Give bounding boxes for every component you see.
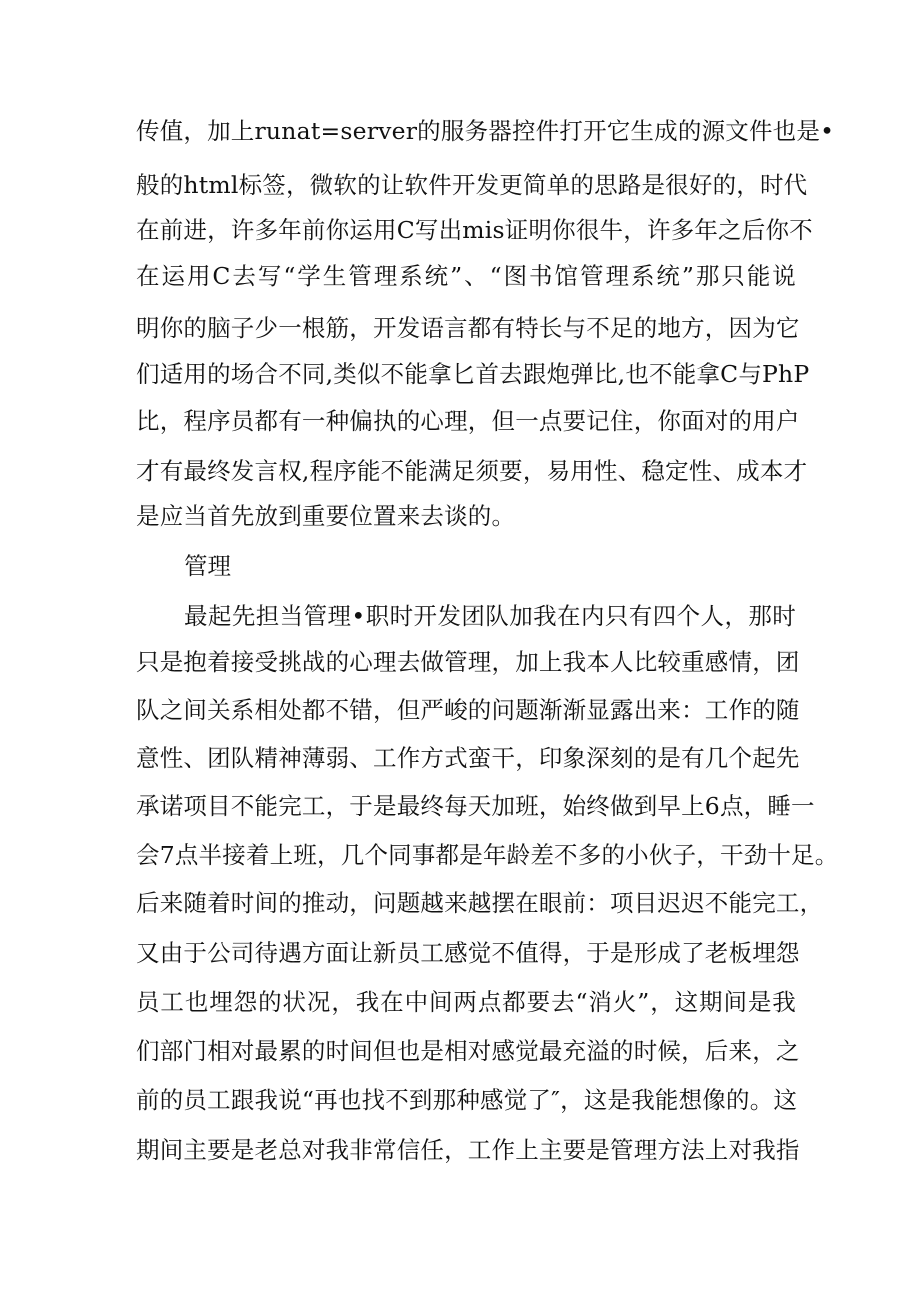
section-heading: 管理 (184, 552, 231, 580)
paragraph-2-line-5: 承诺项目不能完工，于是最终每天加班，始终做到早上6点，睡一 (136, 792, 815, 820)
paragraph-1-line-1: 传值，加上runat=server的服务器控件打开它生成的源文件也是• (136, 117, 835, 145)
paragraph-1-line-5: 明你的脑子少一根筋，开发语言都有特长与不足的地方，因为它 (136, 314, 800, 342)
paragraph-2-line-4: 意性、团队精神薄弱、工作方式蛮干，印象深刻的是有几个起先 (136, 744, 800, 772)
paragraph-2-line-9: 员工也埋怨的状况，我在中间两点都要去“消火”，这期间是我 (136, 988, 796, 1016)
paragraph-2-line-10: 们部门相对最累的时间但也是相对感觉最充溢的时候，后来，之 (136, 1037, 800, 1065)
paragraph-1-line-9: 是应当首先放到重要位置来去谈的。 (136, 502, 516, 530)
paragraph-2-line-3: 队之间关系相处都不错，但严峻的问题渐渐显露出来：工作的随 (136, 696, 800, 724)
paragraph-2-line-2: 只是抱着接受挑战的心理去做管理，加上我本人比较重感情，团 (136, 648, 800, 676)
paragraph-1-line-2: 般的html标签，微软的让软件开发更简单的思路是很好的，时代 (136, 171, 808, 199)
paragraph-1-line-3: 在前进，许多年前你运用C写出mis证明你很牛，许多年之后你不 (136, 216, 813, 244)
paragraph-1-line-7: 比，程序员都有一种偏执的心理，但一点要记住，你面对的用户 (136, 407, 800, 435)
paragraph-1-line-4: 在运用C去写“学生管理系统”、“图书馆管理系统”那只能说 (136, 262, 796, 290)
paragraph-2-line-12: 期间主要是老总对我非常信任，工作上主要是管理方法上对我指 (136, 1136, 800, 1164)
paragraph-1-line-8: 才有最终发言权,程序能不能满足须要，易用性、稳定性、成本才 (136, 457, 808, 485)
paragraph-2-line-11: 前的员工跟我说“再也找不到那种感觉了″，这是我能想像的。这 (136, 1086, 798, 1114)
paragraph-1-line-6: 们适用的场合不同,类似不能拿匕首去跟炮弹比,也不能拿C与PhP (136, 360, 810, 388)
paragraph-2-line-6: 会7点半接着上班，几个同事都是年龄差不多的小伙子，干劲十足。 (136, 841, 839, 869)
paragraph-2-line-7: 后来随着时间的推动，问题越来越摆在眼前：项目迟迟不能完工， (136, 889, 824, 917)
paragraph-2-line-8: 又由于公司待遇方面让新员工感觉不值得，于是形成了老板埋怨 (136, 939, 800, 967)
paragraph-2-line-1: 最起先担当管理•职时开发团队加我在内只有四个人，那时 (184, 602, 796, 630)
